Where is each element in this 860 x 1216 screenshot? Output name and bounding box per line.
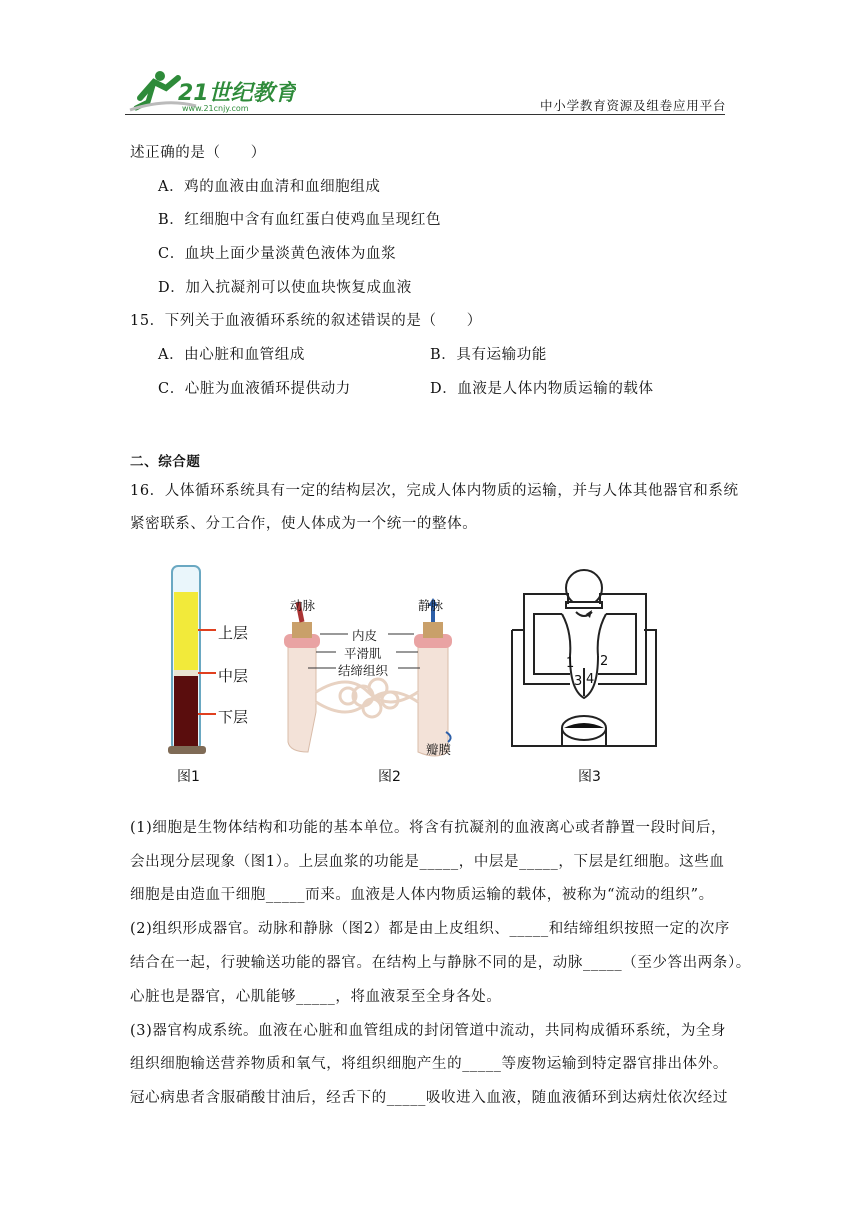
q15-option-c: C．心脏为血液循环提供动力	[158, 381, 351, 397]
q16-part1-line2: 会出现分层现象（图1）。上层血浆的功能是_____，中层是_____，下层是红细胞。这些血	[130, 854, 725, 870]
fig2-label-vein: 静脉	[418, 598, 444, 613]
fig1-caption: 图1	[177, 769, 200, 785]
fig2-label-valve: 瓣膜	[426, 742, 452, 757]
fig3-label-1: 1	[566, 656, 575, 671]
figure-1-test-tube	[160, 562, 260, 758]
figure-2-vessels	[268, 592, 468, 762]
q15-option-d: D．血液是人体内物质运输的载体	[430, 381, 654, 397]
q16-part3-line1: (3)器官构成系统。血液在心脏和血管组成的封闭管道中流动，共同构成循环系统，为全身	[130, 1023, 727, 1039]
platform-name: 中小学教育资源及组卷应用平台	[540, 98, 727, 113]
q16-part2-line1: (2)组织形成器官。动脉和静脉（图2）都是由上皮组织、_____和结缔组织按照一定的次序	[130, 921, 730, 937]
q14-option-a: A．鸡的血液由血清和血细胞组成	[158, 179, 381, 195]
fig3-caption: 图3	[578, 769, 601, 785]
fig1-label-middle: 中层	[218, 667, 249, 685]
q16-part3-line3: 冠心病患者含服硝酸甘油后，经舌下的_____吸收进入血液，随血液循环到达病灶依次经过	[130, 1090, 728, 1106]
q15-option-b: B．具有运输功能	[430, 347, 547, 363]
fig3-label-2: 2	[600, 654, 609, 669]
q15-stem: 15．下列关于血液循环系统的叙述错误的是（ ）	[130, 313, 482, 329]
q14-option-c: C．血块上面少量淡黄色液体为血浆	[158, 246, 397, 262]
q16-stem-line2: 紧密联系、分工合作，使人体成为一个统一的整体。	[130, 516, 478, 532]
fig3-label-4: 4	[586, 672, 595, 687]
section-title: 二、综合题	[130, 454, 201, 470]
figure-3-circulation	[504, 566, 664, 756]
fig2-caption: 图2	[378, 769, 401, 785]
fig1-label-upper: 上层	[218, 624, 249, 642]
svg-text:21世纪教育: 21世纪教育	[178, 81, 296, 106]
header-divider	[125, 114, 725, 115]
q14-option-b: B．红细胞中含有血红蛋白使鸡血呈现红色	[158, 212, 442, 228]
q16-part1-line3: 细胞是由造血干细胞_____而来。血液是人体内物质运输的载体，被称为“流动的组织”。	[130, 887, 714, 903]
site-logo	[126, 68, 296, 114]
fig2-label-smooth-muscle: 平滑肌	[344, 646, 382, 661]
q14-option-d: D．加入抗凝剂可以使血块恢复成血液	[158, 280, 412, 296]
fig2-label-connective-tissue: 结缔组织	[338, 663, 389, 678]
fig2-label-endothelium: 内皮	[352, 628, 378, 643]
q14-stem: 述正确的是（ ）	[130, 145, 266, 161]
fig2-label-artery: 动脉	[290, 598, 316, 613]
fig1-label-lower: 下层	[218, 708, 249, 726]
q16-part1-line1: (1)细胞是生物体结构和功能的基本单位。将含有抗凝剂的血液离心或者静置一段时间后，	[130, 820, 727, 836]
q16-part2-line2: 结合在一起，行驶输送功能的器官。在结构上与静脉不同的是，动脉_____（至少答出两条）。	[130, 955, 751, 971]
q16-part2-line3: 心脏也是器官，心肌能够_____，将血液泵至全身各处。	[130, 989, 502, 1005]
q16-part3-line2: 组织细胞输送营养物质和氧气，将组织细胞产生的_____等废物运输到特定器官排出体外。	[130, 1056, 728, 1072]
fig3-label-3: 3	[574, 674, 583, 689]
q16-stem-line1: 16．人体循环系统具有一定的结构层次，完成人体内物质的运输，并与人体其他器官和系统	[130, 483, 739, 499]
svg-text:www.21cnjy.com: www.21cnjy.com	[182, 104, 249, 113]
q15-option-a: A．由心脏和血管组成	[158, 347, 305, 363]
